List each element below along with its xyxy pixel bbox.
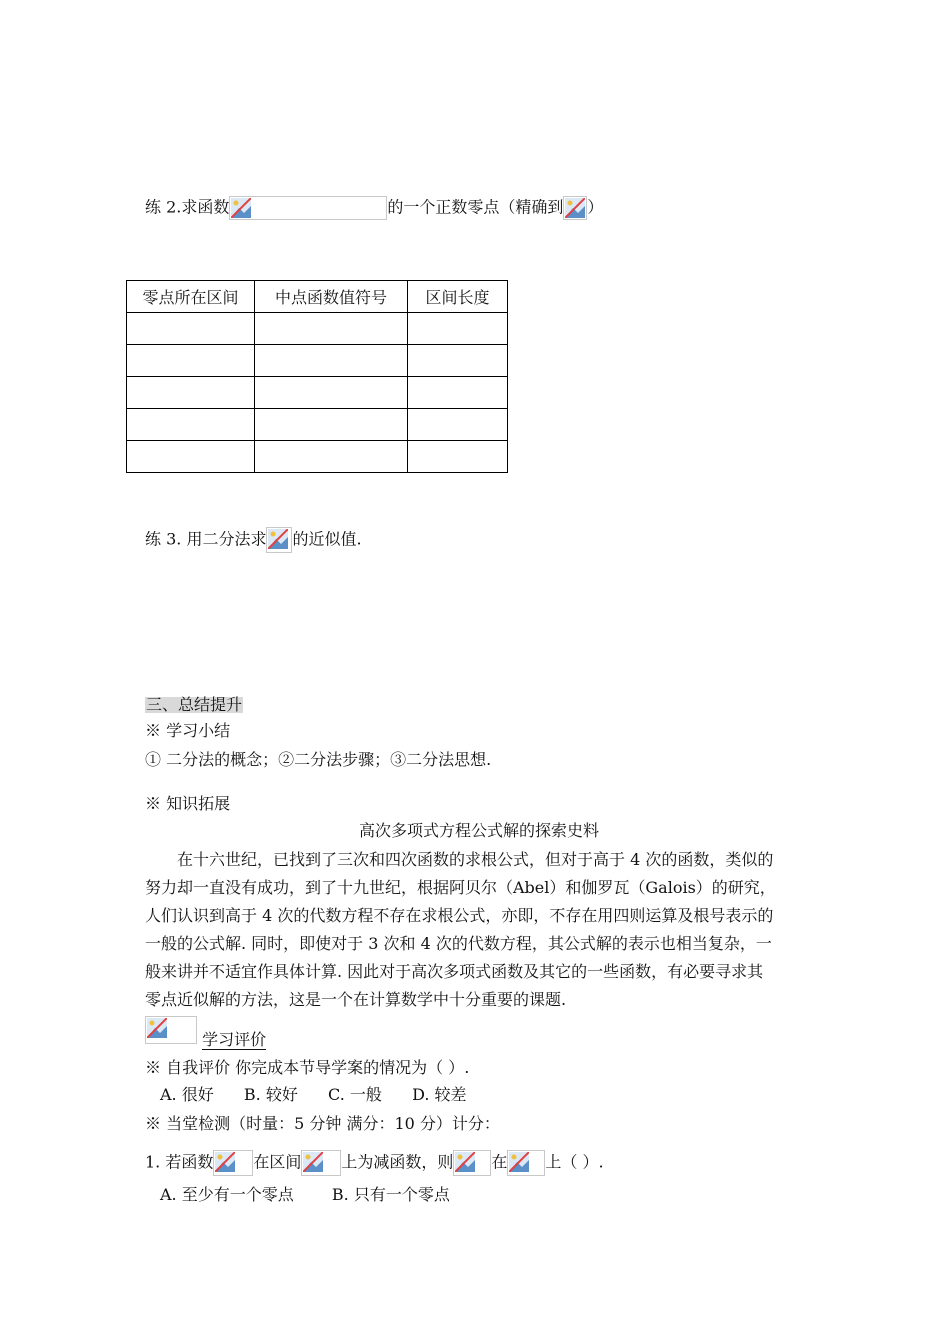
exercise-2-middle: 的一个正数零点（精确到 <box>387 197 564 217</box>
table-cell <box>408 313 508 345</box>
exercise-3-suffix: 的近似值. <box>292 529 362 549</box>
table-row <box>127 409 508 441</box>
q1-option-a: A. 至少有一个零点 <box>160 1185 294 1204</box>
table-header-cell: 零点所在区间 <box>127 281 255 313</box>
evaluation-image-icon <box>145 1016 197 1044</box>
article-line: 努力却一直没有成功，到了十九世纪，根据阿贝尔（Abel）和伽罗瓦（Galois）的研究， <box>145 878 776 897</box>
q1-part-b: 在区间 <box>253 1152 302 1172</box>
article-title: 高次多项式方程公式解的探索史料 <box>359 821 600 840</box>
classroom-test: ※ 当堂检测（时量：5 分钟 满分：10 分）计分： <box>145 1114 500 1133</box>
table-row <box>127 345 508 377</box>
self-evaluation: ※ 自我评价 你完成本节导学案的情况为（ ）. <box>145 1058 470 1077</box>
q1-part-c: 上为减函数，则 <box>341 1152 454 1172</box>
precision-image-icon <box>563 196 587 220</box>
table-cell <box>255 441 408 473</box>
function-image-icon <box>453 1150 491 1176</box>
summary-points: ① 二分法的概念；②二分法步骤；③二分法思想. <box>145 750 492 769</box>
table-cell <box>255 409 408 441</box>
study-summary-label: ※ 学习小结 <box>145 721 231 740</box>
q1-part-d: 在 <box>491 1152 508 1172</box>
option-c: C. 一般 <box>328 1085 382 1104</box>
exercise-2-prefix: 练 2.求函数 <box>145 197 230 217</box>
article-line: 人们认识到高于 4 次的代数方程不存在求根公式，亦即，不存在用四则运算及根号表示的 <box>145 906 774 925</box>
question-1-options <box>160 1187 450 1203</box>
table-cell <box>127 441 255 473</box>
table-cell <box>127 409 255 441</box>
table-cell <box>408 377 508 409</box>
formula-image-icon <box>266 527 292 553</box>
table-cell <box>408 409 508 441</box>
evaluation-heading: 学习评价 <box>202 1029 267 1049</box>
table-cell <box>255 313 408 345</box>
article-line: 零点近似解的方法，这是一个在计算数学中十分重要的课题. <box>145 990 567 1009</box>
article-body <box>145 846 810 1014</box>
q1-part-e: 上（ ）. <box>545 1152 604 1172</box>
table-row <box>127 441 508 473</box>
option-d: D. 较差 <box>412 1085 467 1104</box>
table-cell <box>127 377 255 409</box>
article-line: 一般的公式解. 同时，即使对于 3 次和 4 次的代数方程，其公式解的表示也相当复杂，一 <box>145 934 772 953</box>
table-row <box>127 377 508 409</box>
table-cell <box>255 345 408 377</box>
question-1 <box>145 1150 604 1176</box>
knowledge-extension-label: ※ 知识拓展 <box>145 794 231 813</box>
table-cell <box>127 313 255 345</box>
table-header-row <box>127 281 508 313</box>
interval-image-icon <box>301 1150 341 1176</box>
exercise-3 <box>145 527 362 553</box>
q1-part-a: 1. 若函数 <box>145 1152 214 1172</box>
table-row <box>127 313 508 345</box>
table-cell <box>255 377 408 409</box>
self-evaluation-options <box>160 1087 467 1103</box>
interval-image-icon <box>507 1150 545 1176</box>
option-a: A. 很好 <box>160 1085 214 1104</box>
table-cell <box>408 345 508 377</box>
bisection-table <box>126 280 508 473</box>
table-header-cell: 中点函数值符号 <box>255 281 408 313</box>
table-cell <box>127 345 255 377</box>
function-image-icon <box>213 1150 253 1176</box>
exercise-2 <box>145 196 603 220</box>
article-line: 在十六世纪，已找到了三次和四次函数的求根公式，但对于高于 4 次的函数，类似的 <box>177 850 774 869</box>
evaluation-header <box>145 1016 267 1049</box>
article-line: 般来讲并不适宜作具体计算. 因此对于高次多项式函数及其它的一些函数，有必要寻求其 <box>145 962 764 981</box>
option-b: B. 较好 <box>243 1085 298 1104</box>
table-cell <box>408 441 508 473</box>
exercise-2-suffix: ） <box>587 197 604 217</box>
q1-option-b: B. 只有一个零点 <box>331 1185 450 1204</box>
formula-image-icon <box>229 196 387 220</box>
exercise-3-prefix: 练 3. 用二分法求 <box>145 529 267 549</box>
table-header-cell: 区间长度 <box>408 281 508 313</box>
summary-heading: 三、总结提升 <box>146 695 243 714</box>
